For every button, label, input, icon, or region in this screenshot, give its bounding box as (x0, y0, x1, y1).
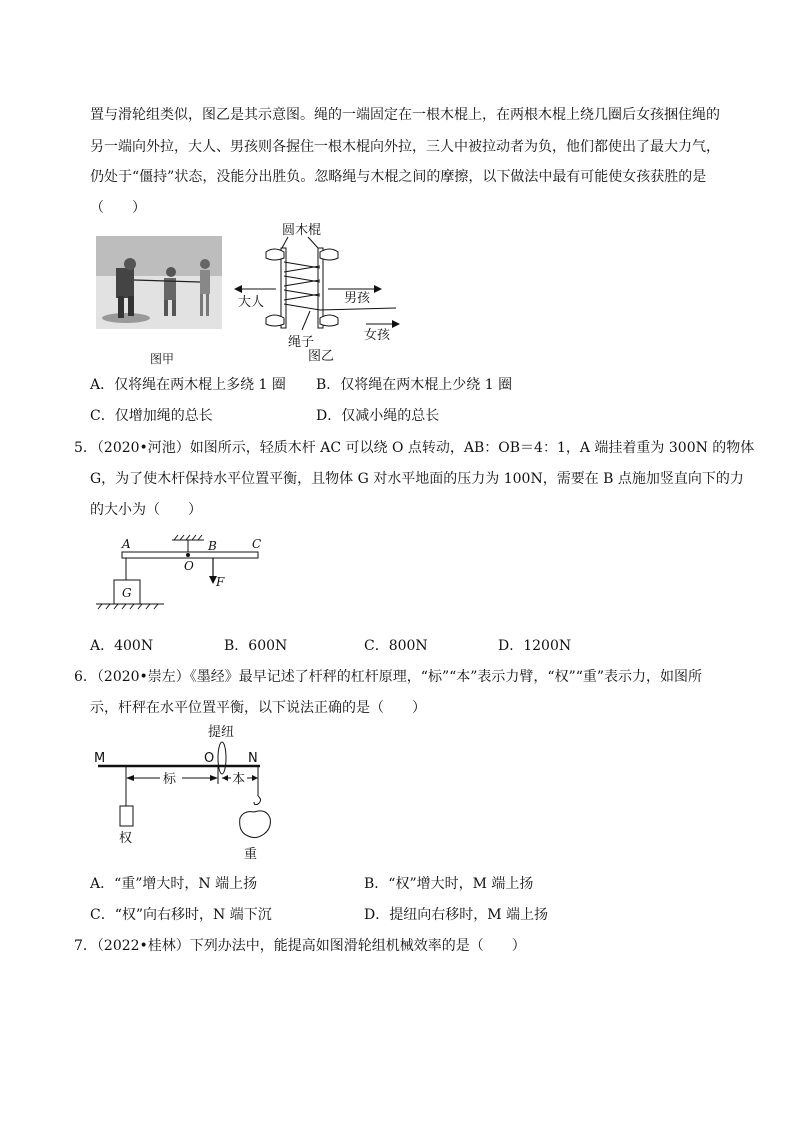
q5-stem-line-3: 的大小为（ ） (90, 502, 202, 518)
q4-option-c: C．仅增加绳的总长 (90, 408, 213, 424)
tug-of-war-photo (96, 236, 222, 329)
q4-option-a: A．仅将绳在两木棍上多绕 1 圈 (90, 377, 286, 393)
q6-option-a: A．“重”增大时，N 端上扬 (90, 876, 258, 892)
q5-option-c: C．800N (364, 638, 428, 654)
q6-option-c: C．“权”向右移时，N 端下沉 (90, 907, 272, 923)
girl-label: 女孩 (364, 328, 391, 343)
object-g-label: G (122, 586, 132, 600)
q5-stem-line-1: 5．（2020•河池）如图所示，轻质木杆 AC 可以绕 O 点转动，AB：OB＝4：1，A 端挂着重为 300N 的物体 (74, 440, 755, 456)
lever-diagram (92, 532, 272, 622)
point-a-label: A (122, 537, 131, 551)
fig-yi-caption: 图乙 (308, 349, 335, 362)
force-f-label: F (216, 575, 225, 589)
fig-yi-diagram (226, 222, 416, 362)
arm-ben-label: 本 (232, 772, 246, 787)
boy-label: 男孩 (344, 291, 371, 306)
weight-quan-label: 权 (119, 831, 133, 846)
end-n-label: N (248, 751, 258, 766)
end-m-label: M (94, 751, 106, 766)
arm-biao-label: 标 (163, 772, 177, 787)
point-o-label: O (184, 559, 194, 573)
q4-stem-line-2: 另一端向外拉，大人、男孩则各握住一根木棍向外拉，三人中被拉动者为负，他们都使出了最大力气， (90, 139, 720, 155)
q6-stem-line-1: 6．（2020•崇左）《墨经》最早记述了杆秤的杠杆原理，“标”“本”表示力臂，“权”“重”表示力，如图所 (74, 669, 703, 685)
q4-option-d: D．仅减小绳的总长 (316, 408, 440, 424)
q4-stem-line-1: 置与滑轮组类似，图乙是其示意图。绳的一端固定在一根木棍上，在两根木棍上绕几圈后女孩捆住绳的 (90, 107, 720, 123)
fig-jia-caption: 图甲 (150, 352, 175, 366)
q6-option-b: B．“权”增大时，M 端上扬 (364, 876, 534, 892)
q4-option-b: B．仅将绳在两木棍上少绕 1 圈 (316, 377, 513, 393)
q6-option-d: D．提纽向右移时，M 端上扬 (364, 907, 549, 923)
q6-stem-line-2: 示，杆秤在水平位置平衡，以下说法正确的是（ ） (90, 700, 426, 716)
point-c-label: C (252, 537, 262, 551)
q5-option-b: B．600N (224, 638, 288, 654)
q5-option-a: A．400N (90, 638, 154, 654)
q5-stem-line-2: G，为了使木杆保持水平位置平衡，且物体 G 对水平地面的压力为 100N，需要在 B 点施加竖直向下的力 (90, 471, 744, 487)
q7-stem: 7．（2022•桂林）下列办法中，能提高如图滑轮组机械效率的是（ ） (74, 938, 526, 954)
q5-option-d: D．1200N (498, 638, 572, 654)
stick-label: 圆木棍 (282, 223, 322, 238)
load-zhong-label: 重 (244, 847, 258, 862)
pivot-o-label: O (204, 751, 215, 766)
rope-label: 绳子 (288, 335, 315, 350)
point-b-label: B (208, 539, 217, 553)
adult-label: 大人 (238, 295, 265, 310)
q4-stem-line-3: 仍处于“僵持”状态，没能分出胜负。忽略绳与木棍之间的摩擦，以下做法中最有可能使女孩获胜的是 (90, 169, 707, 185)
steelyard-diagram (90, 722, 280, 862)
lifting-cord-label: 提纽 (208, 725, 235, 740)
q4-stem-line-4: （ ） (90, 200, 146, 216)
